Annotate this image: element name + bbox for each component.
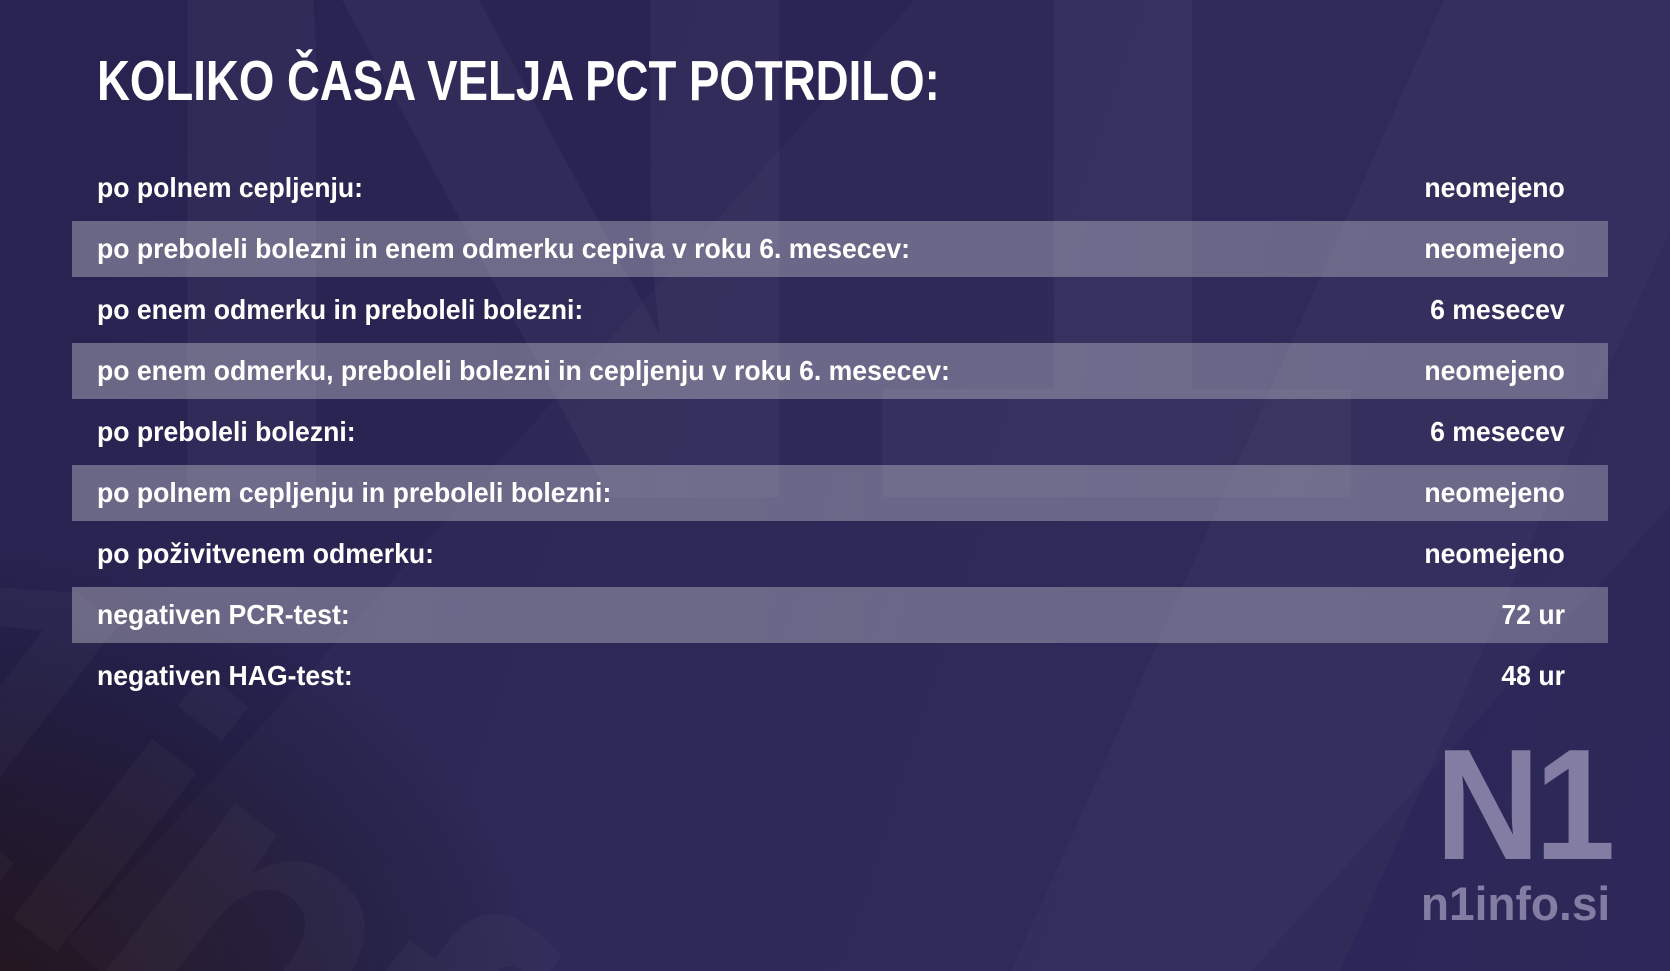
row-value: neomejeno [1424,477,1565,508]
row-label: po preboleli bolezni: [97,416,356,447]
table-row [72,343,1608,399]
page-title: KOLIKO ČASA VELJA PCT POTRDILO: [97,49,940,113]
row-value: 6 mesecev [1430,294,1565,325]
row-label: po preboleli bolezni in enem odmerku cepiva v roku 6. mesecev: [97,233,911,264]
site-url: n1info.si [1420,877,1610,930]
row-label: po poživitvenem odmerku: [97,538,434,569]
table-row [72,404,1608,460]
row-value: 48 ur [1501,660,1565,691]
table-row [72,526,1608,582]
row-label: po polnem cepljenju in preboleli bolezni: [97,477,612,508]
row-label: negativen HAG-test: [97,660,353,691]
table-row [72,160,1608,216]
row-value: neomejeno [1424,172,1565,203]
row-label: po enem odmerku in preboleli bolezni: [97,294,584,325]
row-value: neomejeno [1424,355,1565,386]
n1-branding [1417,716,1610,931]
row-value: neomejeno [1424,233,1565,264]
table-row [72,465,1608,521]
row-value: 72 ur [1501,599,1565,630]
table-row [72,282,1608,338]
n1-logo-icon: N1 [1435,716,1610,893]
validity-table [72,160,1608,709]
row-label: po polnem cepljenju: [97,172,364,203]
table-row [72,221,1608,277]
row-label: po enem odmerku, preboleli bolezni in cepljenju v roku 6. mesecev: [97,355,950,386]
table-row [72,648,1608,704]
row-value: 6 mesecev [1430,416,1565,447]
table-row [72,587,1608,643]
row-label: negativen PCR-test: [97,599,350,630]
row-value: neomejeno [1424,538,1565,569]
